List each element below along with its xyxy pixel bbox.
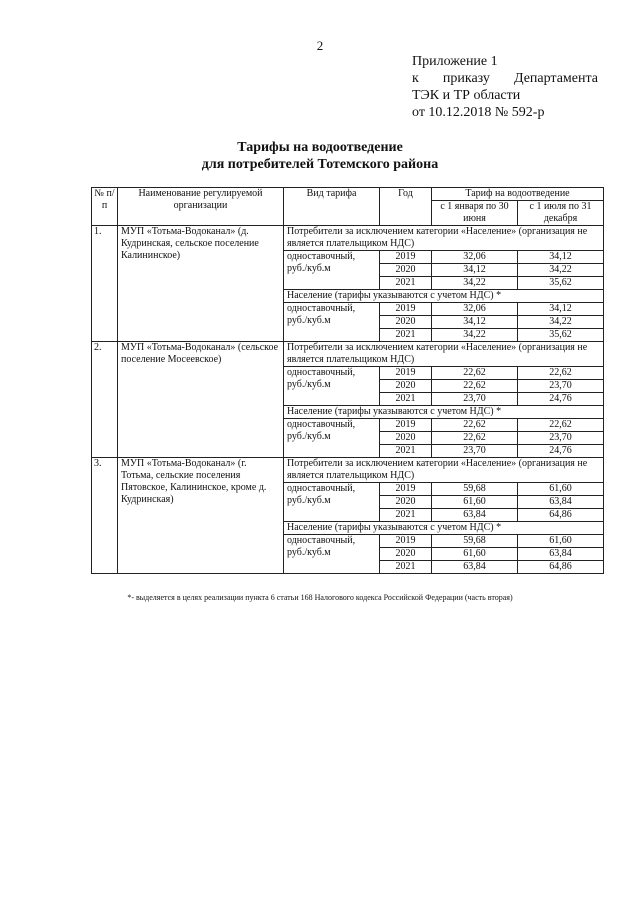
- tariff-half1-cell: 34,12: [432, 316, 518, 329]
- document-title: [0, 139, 640, 173]
- tariff-half2-cell: 34,12: [518, 303, 604, 316]
- tariff-half1-cell: 63,84: [432, 509, 518, 522]
- tariff-half2-cell: 23,70: [518, 432, 604, 445]
- tariff-type: одноставочный, руб./куб.м: [284, 251, 380, 290]
- tariff-half1-cell: 23,70: [432, 445, 518, 458]
- tariff-half2-cell: 35,62: [518, 277, 604, 290]
- tariff-half2-cell: 34,12: [518, 251, 604, 264]
- tariff-half2-cell: 64,86: [518, 561, 604, 574]
- tariff-half1-cell: 34,22: [432, 277, 518, 290]
- title-line-2: для потребителей Тотемского района: [201, 157, 439, 172]
- year-cell: 2021: [380, 445, 432, 458]
- consumer-category: Потребители за исключением категории «Население» (организация не является плательщиком НДС): [284, 458, 604, 483]
- tariff-half1-cell: 22,62: [432, 419, 518, 432]
- tariff-half1-cell: 34,12: [432, 264, 518, 277]
- footnote: *- выделяется в целях реализации пункта 6 статьи 168 Налогового кодекса Российской Федерации (часть вторая): [127, 593, 513, 602]
- tariff-half2-cell: 63,84: [518, 548, 604, 561]
- year-cell: 2019: [380, 367, 432, 380]
- year-cell: 2019: [380, 535, 432, 548]
- tariff-half1-cell: 34,22: [432, 329, 518, 342]
- year-cell: 2020: [380, 548, 432, 561]
- year-cell: 2021: [380, 393, 432, 406]
- tariff-half1-cell: 61,60: [432, 496, 518, 509]
- year-cell: 2021: [380, 561, 432, 574]
- appendix-line-2: к приказу Департамента: [412, 71, 598, 86]
- header-tariff: Тариф на водоотведение: [432, 188, 604, 201]
- org-name: МУП «Тотьма-Водоканал» (г. Тотьма, сельские поселения Пятовское, Калининское, кроме д. Кудринская): [118, 458, 284, 574]
- table-row: [92, 458, 604, 483]
- tariff-half2-cell: 24,76: [518, 445, 604, 458]
- year-cell: 2020: [380, 380, 432, 393]
- tariff-half1-cell: 32,06: [432, 251, 518, 264]
- header-org: Наименование регулируемой организации: [118, 188, 284, 226]
- tariff-half1-cell: 22,62: [432, 380, 518, 393]
- tariff-half1-cell: 61,60: [432, 548, 518, 561]
- consumer-category: Население (тарифы указываются с учетом НДС) *: [284, 290, 604, 303]
- tariff-type: одноставочный, руб./куб.м: [284, 367, 380, 406]
- year-cell: 2020: [380, 264, 432, 277]
- tariff-half2-cell: 35,62: [518, 329, 604, 342]
- tariff-half1-cell: 23,70: [432, 393, 518, 406]
- header-type: Вид тарифа: [284, 188, 380, 226]
- consumer-category: Потребители за исключением категории «Население» (организация не является плательщиком НДС): [284, 226, 604, 251]
- tariff-half2-cell: 23,70: [518, 380, 604, 393]
- appendix-line-1: Приложение 1: [412, 54, 498, 69]
- consumer-category: Потребители за исключением категории «Население» (организация не является плательщиком НДС): [284, 342, 604, 367]
- row-number: 1.: [92, 226, 118, 342]
- table-body: [92, 226, 604, 574]
- header-half1: с 1 января по 30 июня: [432, 201, 518, 226]
- appendix-line-4: от 10.12.2018 № 592-р: [412, 105, 545, 120]
- title-line-1: Тарифы на водоотведение: [237, 140, 403, 155]
- tariff-half2-cell: 24,76: [518, 393, 604, 406]
- year-cell: 2020: [380, 432, 432, 445]
- year-cell: 2021: [380, 509, 432, 522]
- year-cell: 2019: [380, 483, 432, 496]
- tariff-type: одноставочный, руб./куб.м: [284, 535, 380, 574]
- tariff-half2-cell: 22,62: [518, 419, 604, 432]
- year-cell: 2020: [380, 316, 432, 329]
- tariff-half1-cell: 32,06: [432, 303, 518, 316]
- header-year: Год: [380, 188, 432, 226]
- year-cell: 2020: [380, 496, 432, 509]
- appendix-line-3: ТЭК и ТР области: [412, 88, 521, 103]
- year-cell: 2021: [380, 329, 432, 342]
- table-row: [92, 226, 604, 251]
- tariff-type: одноставочный, руб./куб.м: [284, 303, 380, 342]
- consumer-category: Население (тарифы указываются с учетом НДС) *: [284, 406, 604, 419]
- tariff-half2-cell: 61,60: [518, 483, 604, 496]
- tariff-half2-cell: 34,22: [518, 316, 604, 329]
- tariff-half2-cell: 64,86: [518, 509, 604, 522]
- row-number: 2.: [92, 342, 118, 458]
- table-row: [92, 342, 604, 367]
- tariff-half1-cell: 63,84: [432, 561, 518, 574]
- header-num: № п/п: [92, 188, 118, 226]
- year-cell: 2019: [380, 303, 432, 316]
- row-number: 3.: [92, 458, 118, 574]
- org-name: МУП «Тотьма-Водоканал» (сельское поселение Мосеевское): [118, 342, 284, 458]
- tariff-table: [91, 187, 604, 574]
- tariff-type: одноставочный, руб./куб.м: [284, 419, 380, 458]
- page-number: 2: [316, 38, 324, 53]
- consumer-category: Население (тарифы указываются с учетом НДС) *: [284, 522, 604, 535]
- org-name: МУП «Тотьма-Водоканал» (д. Кудринская, сельское поселение Калининское): [118, 226, 284, 342]
- header-half2: с 1 июля по 31 декабря: [518, 201, 604, 226]
- tariff-half1-cell: 59,68: [432, 535, 518, 548]
- year-cell: 2019: [380, 419, 432, 432]
- tariff-half1-cell: 22,62: [432, 432, 518, 445]
- tariff-half2-cell: 34,22: [518, 264, 604, 277]
- tariff-half2-cell: 61,60: [518, 535, 604, 548]
- appendix-block: [412, 53, 598, 121]
- tariff-half1-cell: 59,68: [432, 483, 518, 496]
- year-cell: 2021: [380, 277, 432, 290]
- year-cell: 2019: [380, 251, 432, 264]
- tariff-half1-cell: 22,62: [432, 367, 518, 380]
- tariff-half2-cell: 63,84: [518, 496, 604, 509]
- tariff-type: одноставочный, руб./куб.м: [284, 483, 380, 522]
- tariff-half2-cell: 22,62: [518, 367, 604, 380]
